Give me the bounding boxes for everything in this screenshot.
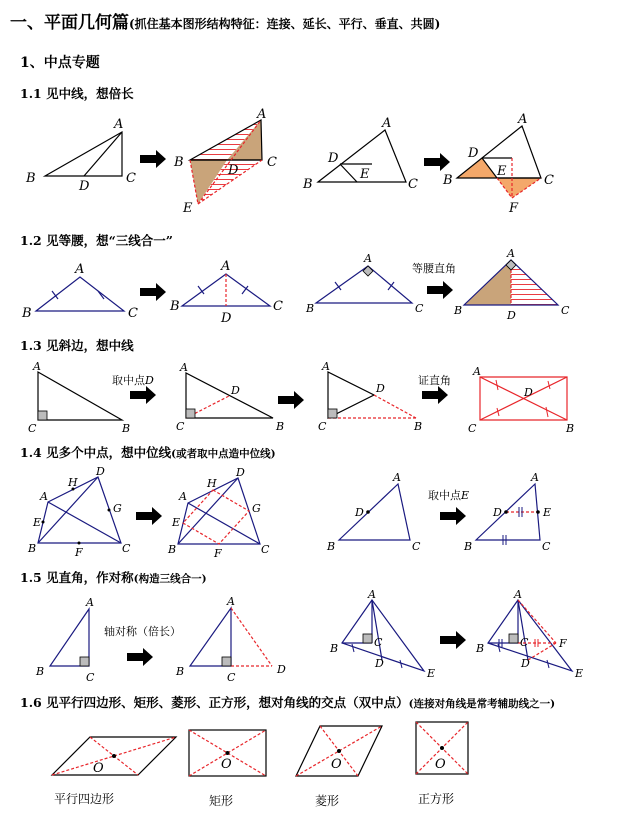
label-a: A [75, 262, 85, 277]
subsection-text: 见多个中点，想中位线 [46, 445, 172, 460]
label-a: A [114, 117, 124, 132]
fig-1-6-square [416, 722, 468, 774]
subsection-text: 见斜边，想中线 [46, 338, 134, 353]
arrow-right-icon [422, 386, 448, 404]
label-c: C [561, 304, 570, 317]
label-b: B [22, 306, 32, 321]
subsection-text: 见平行四边形、矩形、菱形、正方形，想对角线的交点（双中点） [46, 695, 409, 710]
label-a: A [514, 588, 522, 601]
label-a: A [179, 490, 187, 503]
label-g: G [113, 502, 122, 515]
label-o: O [331, 757, 342, 772]
label-d: D [375, 657, 384, 670]
subsection-num: 1.3 [20, 338, 42, 353]
label-a: A [86, 596, 94, 609]
label-c: C [128, 306, 138, 321]
label-d: D [376, 382, 385, 395]
label-d: D [355, 506, 364, 519]
label-c: C [412, 540, 421, 553]
subsection-num: 1.6 [20, 695, 42, 710]
label-f: F [214, 547, 222, 560]
subsection-note: (构造三线合一) [133, 573, 207, 585]
label-d: D [277, 663, 286, 676]
label-c: C [227, 671, 236, 684]
label-f: F [509, 201, 519, 216]
fig-1-4-midline [463, 471, 551, 553]
label-a: A [180, 361, 188, 374]
label-d: D [521, 657, 530, 670]
arrow-right-icon [440, 507, 466, 525]
label-a: A [393, 471, 401, 484]
subsection-num: 1.2 [20, 233, 42, 248]
label-a: A [33, 360, 41, 373]
label-c: C [415, 302, 424, 315]
fig-1-3-extended [318, 360, 422, 433]
fig-1-2-isosceles-right-split [453, 247, 570, 322]
label-b: B [303, 177, 313, 192]
label-c: C [374, 636, 383, 649]
label-b: B [276, 420, 285, 433]
label-d: D [507, 309, 516, 322]
label-d: D [231, 384, 240, 397]
label-a: A [518, 112, 528, 127]
label-c: C [468, 422, 477, 435]
take-midpoint-e-note: 取中点E [428, 489, 470, 502]
subsection-text: 见中线，想倍长 [46, 86, 134, 101]
label-a: A [368, 588, 376, 601]
subsection-note: (或者取中点造中位线) [171, 448, 276, 460]
fig-1-6-rectangle [189, 730, 266, 776]
arrow-right-icon [140, 150, 166, 168]
arrow-right-icon [427, 281, 453, 299]
fig-1-1-median [25, 117, 136, 194]
arrow-right-icon [140, 283, 166, 301]
label-b: B [174, 155, 184, 170]
section-heading: 1、中点专题 [20, 55, 100, 71]
label-o: O [221, 757, 232, 772]
label-e: E [33, 516, 42, 529]
label-d: D [228, 163, 239, 178]
label-d: D [79, 179, 90, 194]
label-c: C [176, 420, 185, 433]
fig-1-5-complex [329, 588, 435, 680]
label-d: D [524, 386, 533, 399]
label-c: C [544, 173, 554, 188]
label-a: A [221, 259, 231, 274]
label-b: B [566, 422, 575, 435]
prove-right-note: 证直角 [418, 374, 451, 387]
fig-1-3-hypotenuse-median [176, 361, 284, 433]
label-e: E [497, 164, 507, 179]
label-b: B [454, 304, 463, 317]
label-c: C [122, 542, 131, 555]
label-b: B [476, 642, 485, 655]
arrow-right-icon [136, 507, 162, 525]
fig-1-6-rhombus [296, 726, 382, 776]
arrow-right-icon [130, 386, 156, 404]
label-b: B [306, 302, 315, 315]
shape-name-parallelogram: 平行四边形 [54, 792, 115, 806]
label-c: C [408, 177, 418, 192]
label-b: B [414, 420, 423, 433]
take-midpoint-note: 取中点D [112, 374, 154, 387]
label-d: D [493, 506, 502, 519]
label-f: F [75, 546, 83, 559]
fig-1-2-three-lines [169, 259, 283, 326]
label-d: D [221, 311, 232, 326]
axis-symmetry-note: 轴对称（倍长） [104, 625, 181, 638]
label-c: C [520, 636, 529, 649]
label-b: B [36, 665, 45, 678]
shape-name-rhombus: 菱形 [315, 794, 340, 808]
label-a: A [364, 252, 372, 265]
label-b: B [176, 665, 185, 678]
label-b: B [170, 299, 180, 314]
label-d: D [468, 146, 479, 161]
label-b: B [122, 422, 131, 435]
fig-1-3-rectangle-diagonals [468, 365, 574, 435]
label-h: H [68, 476, 78, 489]
label-a: A [531, 471, 539, 484]
fig-1-1-midline-extended [442, 112, 554, 216]
fig-1-1-double-median [173, 107, 277, 216]
arrow-right-icon [278, 391, 304, 409]
label-e: E [543, 506, 552, 519]
subsection-num: 1.5 [20, 570, 42, 585]
label-o: O [93, 761, 104, 776]
label-b: B [327, 540, 336, 553]
subsection-num: 1.1 [20, 86, 42, 101]
fig-1-3-right-triangle [28, 360, 130, 435]
label-h: H [207, 477, 217, 490]
label-e: E [360, 167, 370, 182]
fig-1-2-isosceles-right [305, 252, 424, 315]
label-d: D [96, 465, 105, 478]
label-e: E [427, 667, 436, 680]
arrow-right-icon [440, 631, 466, 649]
label-c: C [28, 422, 37, 435]
label-a: A [382, 116, 392, 131]
fig-1-1-midline [302, 116, 418, 192]
fig-1-4-quadrilateral [27, 465, 131, 559]
fig-1-4-varignon [167, 466, 270, 560]
fig-1-4-triangle-midpoint [326, 471, 421, 553]
label-b: B [26, 171, 36, 186]
label-e: E [183, 201, 193, 216]
label-c: C [86, 671, 95, 684]
subsection-text: 见直角，作对称 [46, 570, 134, 585]
label-f: F [559, 637, 567, 650]
label-a: A [227, 595, 235, 608]
label-a: A [257, 107, 267, 122]
label-c: C [261, 543, 270, 556]
label-a: A [40, 490, 48, 503]
label-e: E [575, 667, 584, 680]
title-note: (抓住基本图形结构特征：连接、延长、平行、垂直、共圆) [129, 17, 441, 31]
shape-name-rectangle: 矩形 [209, 794, 234, 808]
label-d: D [236, 466, 245, 479]
fig-1-2-isosceles [21, 262, 138, 321]
label-d: D [328, 151, 339, 166]
label-o: O [435, 757, 446, 772]
shape-name-square: 正方形 [418, 792, 455, 806]
isosceles-right-note: 等腰直角 [412, 262, 456, 275]
label-a: A [322, 360, 330, 373]
subsection-num: 1.4 [20, 445, 42, 460]
subsection-text: 见等腰，想“三线合一” [46, 233, 173, 248]
label-c: C [267, 155, 277, 170]
label-b: B [168, 543, 177, 556]
fig-1-5-symmetric [175, 595, 286, 684]
fig-1-5-complex-extended [475, 588, 583, 680]
fig-1-5-right-triangle [35, 596, 95, 684]
label-c: C [126, 171, 136, 186]
subsection-note: (连接对角线是常考辅助线之一) [408, 698, 556, 710]
label-g: G [252, 502, 261, 515]
label-a: A [507, 247, 515, 260]
label-c: C [542, 540, 551, 553]
label-b: B [443, 173, 453, 188]
label-c: C [273, 299, 283, 314]
title-main: 一、平面几何篇 [10, 13, 129, 33]
label-e: E [172, 516, 181, 529]
label-b: B [464, 540, 473, 553]
label-a: A [473, 365, 481, 378]
arrow-right-icon [127, 648, 153, 666]
fig-1-6-parallelogram [52, 737, 176, 776]
label-b: B [28, 542, 37, 555]
arrow-right-icon [424, 153, 450, 171]
label-b: B [330, 642, 339, 655]
label-c: C [318, 420, 327, 433]
